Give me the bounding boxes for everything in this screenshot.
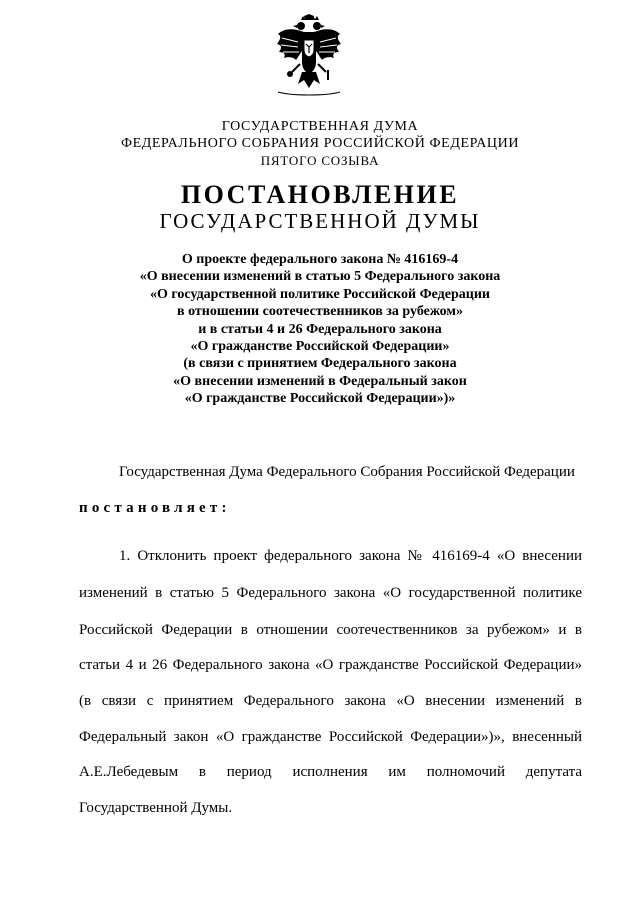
subject-line: «О гражданстве Российской Федерации»)» bbox=[184, 391, 456, 407]
paragraph-line: Федеральный закон «О гражданстве Российской Федерации»)», внесенный bbox=[79, 729, 582, 745]
subject-line: в отношении соотечественников за рубежом» bbox=[177, 304, 463, 320]
paragraph-line: Государственной Думы. bbox=[79, 800, 233, 816]
resolves-word: постановляет: bbox=[79, 500, 231, 516]
preamble-text: Государственная Дума Федерального Собрания Российской Федерации bbox=[119, 464, 575, 480]
paragraph-line: статьи 4 и 26 Федерального закона «О гражданстве Российской Федерации» bbox=[79, 657, 582, 673]
document-subtitle: ГОСУДАРСТВЕННОЙ ДУМЫ bbox=[159, 209, 481, 233]
paragraph-line: Российской Федерации в отношении соотечественников за рубежом» и в bbox=[79, 622, 582, 638]
resolution-subject bbox=[0, 251, 640, 408]
header-federal-assembly: ФЕДЕРАЛЬНОГО СОБРАНИЯ РОССИЙСКОЙ ФЕДЕРАЦИИ bbox=[120, 136, 520, 151]
paragraph-line: (в связи с принятием Федерального закона «О внесении изменений в bbox=[79, 693, 582, 709]
subject-line: «О государственной политике Российской Федерации bbox=[150, 286, 490, 302]
subject-line: «О внесении изменений в Федеральный закон bbox=[173, 373, 467, 389]
header-duma: ГОСУДАРСТВЕННАЯ ДУМА bbox=[221, 119, 419, 134]
double-headed-eagle-emblem-icon bbox=[274, 14, 344, 98]
subject-line: «О гражданстве Российской Федерации» bbox=[190, 339, 450, 355]
document-title: ПОСТАНОВЛЕНИЕ bbox=[180, 180, 460, 209]
paragraph-line: 1. Отклонить проект федерального закона № 416169-4 «О внесении bbox=[119, 548, 582, 564]
subject-line: «О внесении изменений в статью 5 Федерального закона bbox=[139, 269, 501, 285]
paragraph-line: А.Е.Лебедевым в период исполнения им полномочий депутата bbox=[79, 764, 582, 780]
header-convocation: ПЯТОГО СОЗЫВА bbox=[260, 153, 380, 168]
subject-line: (в связи с принятием Федерального закона bbox=[183, 356, 457, 372]
subject-line: О проекте федерального закона № 416169-4 bbox=[181, 252, 459, 267]
subject-line: и в статьи 4 и 26 Федерального закона bbox=[198, 321, 442, 337]
paragraph-line: изменений в статью 5 Федерального закона «О государственной политике bbox=[79, 585, 582, 601]
